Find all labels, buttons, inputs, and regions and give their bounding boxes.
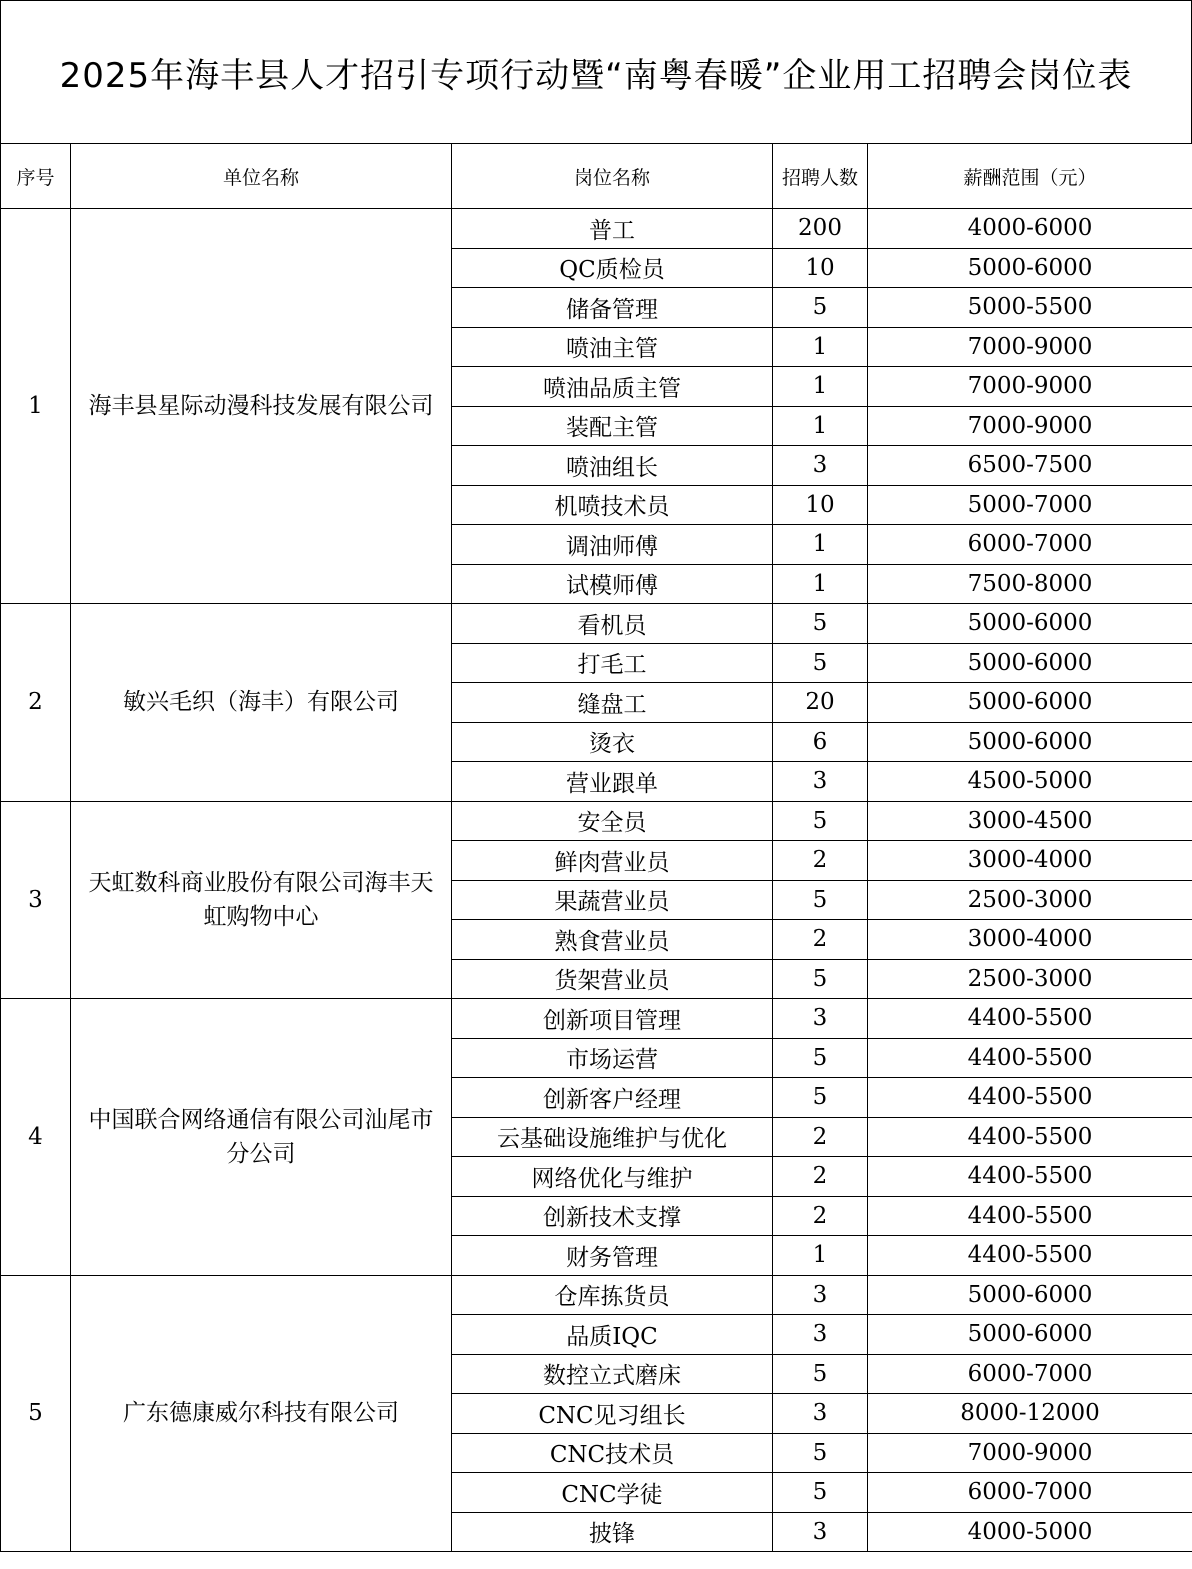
position-cell: 喷油主管 — [452, 327, 773, 367]
salary-cell: 7000-9000 — [868, 327, 1192, 367]
position-cell: 试模师傅 — [452, 564, 773, 604]
header-count: 招聘人数 — [773, 144, 868, 209]
position-cell: 数控立式磨床 — [452, 1354, 773, 1394]
count-cell: 3 — [773, 1315, 868, 1355]
salary-cell: 4400-5500 — [868, 1038, 1192, 1078]
salary-cell: 5000-7000 — [868, 485, 1192, 525]
page-title: 2025年海丰县人才招引专项行动暨“南粤春暖”企业用工招聘会岗位表 — [59, 56, 1133, 96]
position-cell: 披锋 — [452, 1512, 773, 1552]
position-cell: 创新项目管理 — [452, 999, 773, 1039]
position-cell: 看机员 — [452, 604, 773, 644]
position-cell: 普工 — [452, 209, 773, 249]
count-cell: 5 — [773, 288, 868, 328]
position-cell: QC质检员 — [452, 248, 773, 288]
count-cell: 2 — [773, 920, 868, 960]
count-cell: 1 — [773, 564, 868, 604]
count-cell: 3 — [773, 446, 868, 486]
count-cell: 1 — [773, 327, 868, 367]
salary-cell: 4400-5500 — [868, 1117, 1192, 1157]
count-cell: 20 — [773, 683, 868, 723]
position-cell: 云基础设施维护与优化 — [452, 1117, 773, 1157]
count-cell: 5 — [773, 1473, 868, 1513]
position-cell: 熟食营业员 — [452, 920, 773, 960]
company-seq: 4 — [1, 999, 71, 1276]
salary-cell: 2500-3000 — [868, 880, 1192, 920]
position-cell: 安全员 — [452, 801, 773, 841]
salary-cell: 2500-3000 — [868, 959, 1192, 999]
salary-cell: 6000-7000 — [868, 1473, 1192, 1513]
salary-cell: 4400-5500 — [868, 1236, 1192, 1276]
job-table-body — [1, 209, 1192, 1552]
salary-cell: 6000-7000 — [868, 525, 1192, 565]
count-cell: 5 — [773, 643, 868, 683]
position-cell: CNC见习组长 — [452, 1394, 773, 1434]
position-cell: CNC技术员 — [452, 1433, 773, 1473]
count-cell: 2 — [773, 1196, 868, 1236]
table-row — [1, 209, 1192, 249]
position-cell: 创新技术支撑 — [452, 1196, 773, 1236]
salary-cell: 5000-6000 — [868, 1315, 1192, 1355]
count-cell: 3 — [773, 1512, 868, 1552]
company-name: 海丰县星际动漫科技发展有限公司 — [71, 209, 452, 604]
company-seq: 5 — [1, 1275, 71, 1552]
company-seq: 3 — [1, 801, 71, 999]
salary-cell: 5000-6000 — [868, 604, 1192, 644]
company-name: 敏兴毛织（海丰）有限公司 — [71, 604, 452, 802]
position-cell: 储备管理 — [452, 288, 773, 328]
count-cell: 5 — [773, 1433, 868, 1473]
salary-cell: 3000-4000 — [868, 841, 1192, 881]
count-cell: 1 — [773, 525, 868, 565]
salary-cell: 4400-5500 — [868, 1196, 1192, 1236]
count-cell: 2 — [773, 1117, 868, 1157]
salary-cell: 7000-9000 — [868, 1433, 1192, 1473]
position-cell: 仓库拣货员 — [452, 1275, 773, 1315]
salary-cell: 5000-6000 — [868, 722, 1192, 762]
count-cell: 2 — [773, 841, 868, 881]
salary-cell: 8000-12000 — [868, 1394, 1192, 1434]
header-seq: 序号 — [1, 144, 71, 209]
header-salary: 薪酬范围（元） — [868, 144, 1192, 209]
count-cell: 5 — [773, 1354, 868, 1394]
header-position: 岗位名称 — [452, 144, 773, 209]
position-cell: 财务管理 — [452, 1236, 773, 1276]
table-row — [1, 999, 1192, 1039]
salary-cell: 6000-7000 — [868, 1354, 1192, 1394]
position-cell: 营业跟单 — [452, 762, 773, 802]
salary-cell: 4400-5500 — [868, 1157, 1192, 1197]
position-cell: 调油师傅 — [452, 525, 773, 565]
company-name: 广东德康威尔科技有限公司 — [71, 1275, 452, 1552]
count-cell: 5 — [773, 1038, 868, 1078]
position-cell: 创新客户经理 — [452, 1078, 773, 1118]
position-cell: 缝盘工 — [452, 683, 773, 723]
salary-cell: 7000-9000 — [868, 367, 1192, 407]
position-cell: 喷油组长 — [452, 446, 773, 486]
position-cell: 果蔬营业员 — [452, 880, 773, 920]
company-name: 天虹数科商业股份有限公司海丰天虹购物中心 — [71, 801, 452, 999]
job-table — [0, 143, 1192, 1552]
header-unit: 单位名称 — [71, 144, 452, 209]
count-cell: 1 — [773, 1236, 868, 1276]
salary-cell: 4500-5000 — [868, 762, 1192, 802]
position-cell: CNC学徒 — [452, 1473, 773, 1513]
company-seq: 1 — [1, 209, 71, 604]
header-row — [1, 144, 1192, 209]
salary-cell: 5000-6000 — [868, 643, 1192, 683]
count-cell: 5 — [773, 604, 868, 644]
salary-cell: 7500-8000 — [868, 564, 1192, 604]
table-row — [1, 801, 1192, 841]
position-cell: 货架营业员 — [452, 959, 773, 999]
position-cell: 机喷技术员 — [452, 485, 773, 525]
salary-cell: 5000-6000 — [868, 683, 1192, 723]
position-cell: 网络优化与维护 — [452, 1157, 773, 1197]
salary-cell: 4400-5500 — [868, 999, 1192, 1039]
count-cell: 3 — [773, 999, 868, 1039]
table-row — [1, 1275, 1192, 1315]
table-row — [1, 604, 1192, 644]
salary-cell: 4400-5500 — [868, 1078, 1192, 1118]
count-cell: 3 — [773, 1275, 868, 1315]
count-cell: 1 — [773, 367, 868, 407]
salary-cell: 3000-4000 — [868, 920, 1192, 960]
salary-cell: 6500-7500 — [868, 446, 1192, 486]
count-cell: 5 — [773, 801, 868, 841]
count-cell: 5 — [773, 880, 868, 920]
salary-cell: 7000-9000 — [868, 406, 1192, 446]
position-cell: 市场运营 — [452, 1038, 773, 1078]
count-cell: 6 — [773, 722, 868, 762]
company-name: 中国联合网络通信有限公司汕尾市分公司 — [71, 999, 452, 1276]
salary-cell: 5000-6000 — [868, 1275, 1192, 1315]
company-seq: 2 — [1, 604, 71, 802]
count-cell: 10 — [773, 248, 868, 288]
salary-cell: 5000-6000 — [868, 248, 1192, 288]
count-cell: 10 — [773, 485, 868, 525]
salary-cell: 3000-4500 — [868, 801, 1192, 841]
position-cell: 喷油品质主管 — [452, 367, 773, 407]
position-cell: 装配主管 — [452, 406, 773, 446]
count-cell: 2 — [773, 1157, 868, 1197]
count-cell: 3 — [773, 1394, 868, 1434]
salary-cell: 5000-5500 — [868, 288, 1192, 328]
salary-cell: 4000-6000 — [868, 209, 1192, 249]
count-cell: 1 — [773, 406, 868, 446]
count-cell: 200 — [773, 209, 868, 249]
count-cell: 5 — [773, 1078, 868, 1118]
position-cell: 烫衣 — [452, 722, 773, 762]
salary-cell: 4000-5000 — [868, 1512, 1192, 1552]
position-cell: 打毛工 — [452, 643, 773, 683]
position-cell: 鲜肉营业员 — [452, 841, 773, 881]
count-cell: 3 — [773, 762, 868, 802]
title-box — [0, 0, 1192, 144]
count-cell: 5 — [773, 959, 868, 999]
position-cell: 品质IQC — [452, 1315, 773, 1355]
